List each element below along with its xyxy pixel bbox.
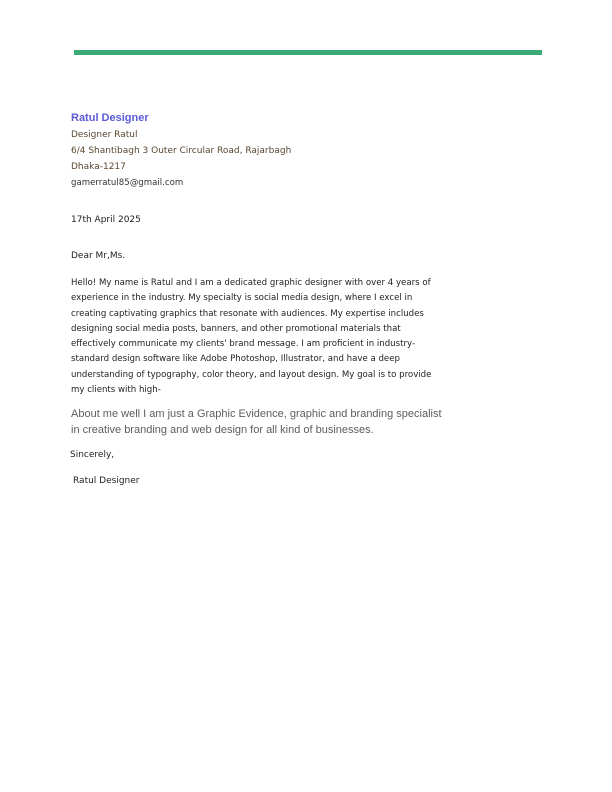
address-line-2: 6/4 Shantibagh 3 Outer Circular Road, Rajarbagh [71, 146, 292, 156]
sender-name: Ratul Designer [71, 112, 149, 124]
body-line: Hello! My name is Ratul and I am a dedicated graphic designer with over 4 years of [71, 278, 431, 288]
closing: Sincerely, [70, 450, 115, 460]
letter-body [71, 276, 431, 398]
sender-email: gamerratul85@gmail.com [71, 178, 184, 188]
header-accent-rule [74, 50, 542, 55]
address-line-1: Designer Ratul [71, 130, 138, 140]
body-line: experience in the industry. My specialty is social media design, where I excel in [71, 293, 413, 304]
about-line: About me well I am just a Graphic Evidence, graphic and branding specialist [71, 408, 442, 420]
body-line: my clients with high- [71, 385, 161, 396]
about-paragraph [71, 406, 442, 438]
body-line: effectively communicate my clients' brand message. I am proficient in industry- [71, 339, 416, 350]
body-line: designing social media posts, banners, and other promotional materials that [71, 323, 401, 334]
body-line: creating captivating graphics that resonate with audiences. My expertise includes [71, 308, 424, 319]
about-line: in creative branding and web design for all kind of businesses. [71, 424, 374, 436]
body-line: understanding of typography, color theory, and layout design. My goal is to provide [71, 369, 432, 380]
body-line: standard design software like Adobe Photoshop, Illustrator, and have a deep [71, 354, 400, 365]
signature-name: Ratul Designer [73, 476, 140, 486]
salutation: Dear Mr,Ms. [71, 251, 126, 261]
address-line-3: Dhaka-1217 [71, 162, 126, 172]
letter-date: 17th April 2025 [71, 215, 141, 225]
